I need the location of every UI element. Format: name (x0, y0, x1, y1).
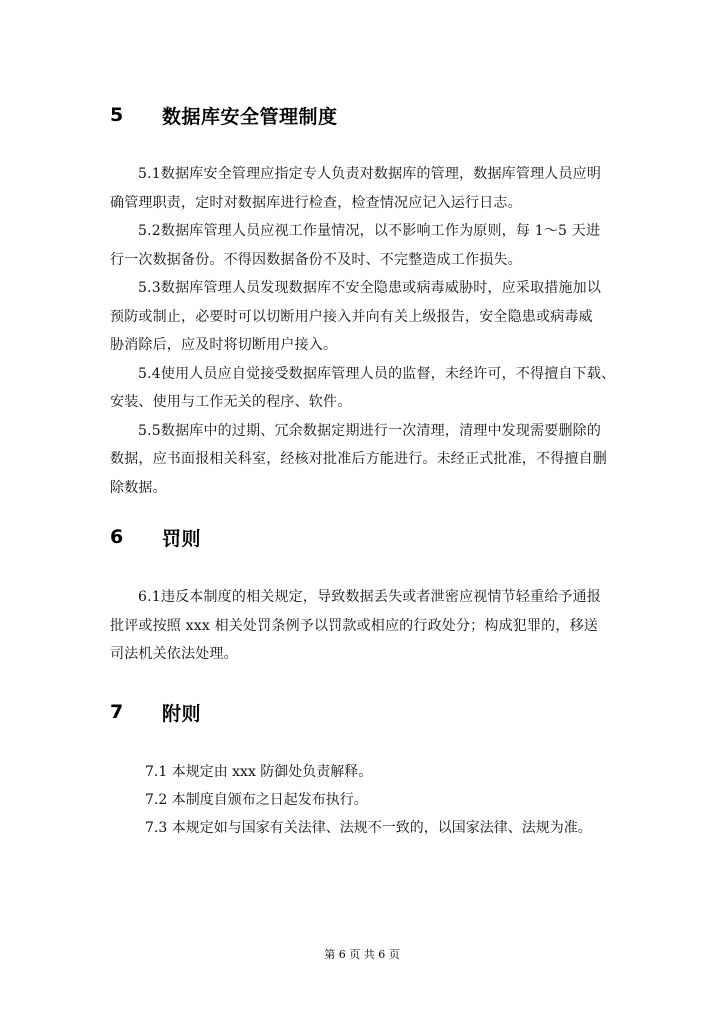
section-title: 数据库安全管理制度 (162, 105, 338, 128)
page-footer: 第 6 页 共 6 页 (324, 948, 400, 961)
paragraph-line: 5.4使用人员应自觉接受数据库管理人员的监督，未经许可，不得擅自下载、 (138, 366, 616, 382)
paragraph-line: 5.3数据库管理人员发现数据库不安全隐患或病毒威胁时，应采取措施加以 (138, 280, 602, 296)
paragraph-line: 数据，应书面报相关科室，经核对批准后方能进行。未经正式批准，不得擅自删 (110, 451, 607, 467)
paragraph-line: 6.1违反本制度的相关规定，导致数据丢失或者泄密应视情节轻重给予通报 (138, 589, 602, 605)
paragraph-line: 预防或制止，必要时可以切断用户接入并向有关上级报告，安全隐患或病毒威 (110, 309, 593, 325)
list-item: 7.1 本规定由 xxx 防御处负责解释。 (145, 764, 373, 780)
list-item: 7.3 本规定如与国家有关法律、法规不一致的，以国家法律、法规为准。 (145, 820, 592, 836)
paragraph-line: 安装、使用与工作无关的程序、软件。 (110, 394, 352, 410)
section-7-heading (110, 697, 201, 727)
section-number: 7 (110, 701, 124, 723)
paragraph-line: 行一次数据备份。不得因数据备份不及时、不完整造成工作损失。 (110, 252, 522, 268)
paragraph-line: 5.5数据库中的过期、冗余数据定期进行一次清理，清理中发现需要删除的 (138, 423, 602, 439)
paragraph-line: 司法机关依法处理。 (110, 646, 238, 662)
paragraph-line: 5.2数据库管理人员应视工作量情况，以不影响工作为原则，每 1～5 天进 (138, 223, 601, 239)
section-number: 5 (110, 104, 124, 126)
section-number: 6 (110, 526, 124, 548)
section-title: 罚则 (162, 527, 202, 550)
paragraph-line: 确管理职责，定时对数据库进行检查，检查情况应记入运行日志。 (110, 195, 522, 211)
section-title: 附则 (162, 702, 202, 725)
paragraph-line: 胁消除后，应及时将切断用户接入。 (110, 337, 338, 353)
section-6-heading (110, 522, 201, 552)
section-5-heading (110, 100, 338, 130)
paragraph-line: 5.1数据库安全管理应指定专人负责对数据库的管理，数据库管理人员应明 (138, 166, 602, 182)
list-item: 7.2 本制度自颁布之日起发布执行。 (145, 792, 368, 808)
paragraph-line: 除数据。 (110, 480, 167, 496)
paragraph-line: 批评或按照 xxx 相关处罚条例予以罚款或相应的行政处分；构成犯罪的，移送 (110, 618, 598, 634)
